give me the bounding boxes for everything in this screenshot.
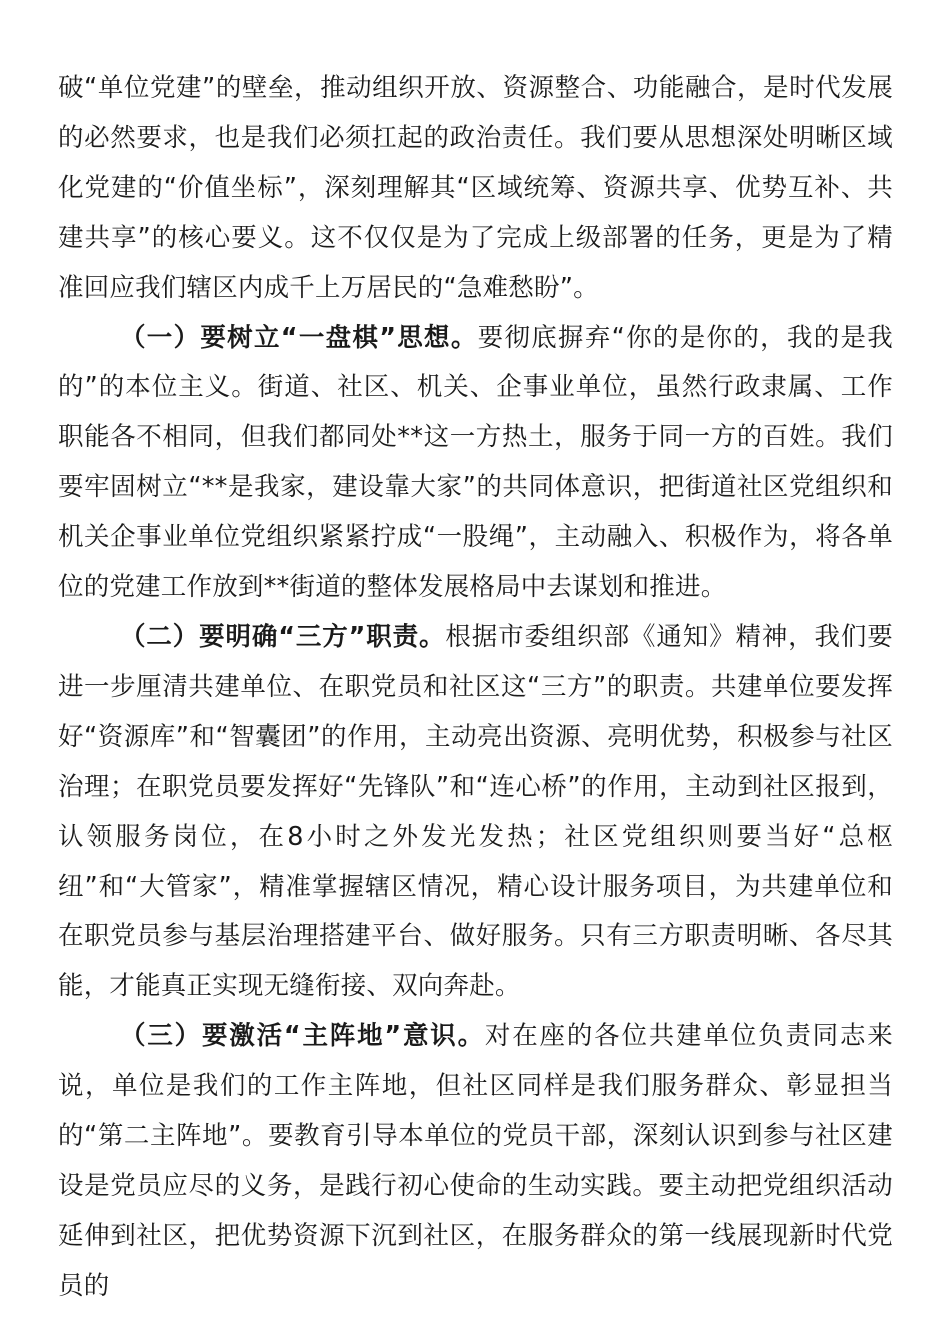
section-2-heading: （二）要明确“三方”职责。 bbox=[120, 621, 446, 652]
paragraph-section-3 bbox=[58, 1012, 893, 1311]
section-1-heading: （一）要树立“一盘棋”思想。 bbox=[120, 322, 478, 353]
paragraph-intro-text: 破“单位党建”的壁垒，推动组织开放、资源整合、功能融合，是时代发展的必然要求，也是我们必须扛起的政治责任。我们要从思想深处明晰区域化党建的“价值坐标”，深刻理解其“区域统筹、资源共享、优势互补、共建共享”的核心要义。这不仅仅是为了完成上级部署的任务，更是为了精准回应我们辖区内成千上万居民的“急难愁盼”。 bbox=[58, 73, 893, 303]
document-body bbox=[58, 64, 893, 1312]
section-3-heading: （三）要激活“主阵地”意识。 bbox=[120, 1021, 485, 1052]
paragraph-section-1 bbox=[58, 314, 893, 613]
paragraph-intro bbox=[58, 64, 893, 314]
section-3-text: 对在座的各位共建单位负责同志来说，单位是我们的工作主阵地，但社区同样是我们服务群众、彰显担当的“第二主阵地”。要教育引导本单位的党员干部，深刻认识到参与社区建设是党员应尽的义务，是践行初心使命的生动实践。要主动把党组织活动延伸到社区，把优势资源下沉到社区，在服务群众的第一线展现新时代党员的 bbox=[58, 1021, 893, 1301]
paragraph-section-2 bbox=[58, 613, 893, 1012]
section-1-text: 要彻底摒弃“你的是你的，我的是我的”的本位主义。街道、社区、机关、企事业单位，虽然行政隶属、工作职能各不相同，但我们都同处**这一方热土，服务于同一方的百姓。我们要牢固树立“**是我家，建设靠大家”的共同体意识，把街道社区党组织和机关企事业单位党组织紧紧拧成“一股绳”，主动融入、积极作为，将各单位的党建工作放到**街道的整体发展格局中去谋划和推进。 bbox=[58, 322, 893, 603]
section-2-text: 根据市委组织部《通知》精神，我们要进一步厘清共建单位、在职党员和社区这“三方”的职责。共建单位要发挥好“资源库”和“智囊团”的作用，主动亮出资源、亮明优势，积极参与社区治理；在职党员要发挥好“先锋队”和“连心桥”的作用，主动到社区报到，认领服务岗位，在8小时之外发光发热；社区党组织则要当好“总枢纽”和“大管家”，精准掌握辖区情况，精心设计服务项目，为共建单位和在职党员参与基层治理搭建平台、做好服务。只有三方职责明晰、各尽其能，才能真正实现无缝衔接、双向奔赴。 bbox=[58, 621, 894, 1002]
